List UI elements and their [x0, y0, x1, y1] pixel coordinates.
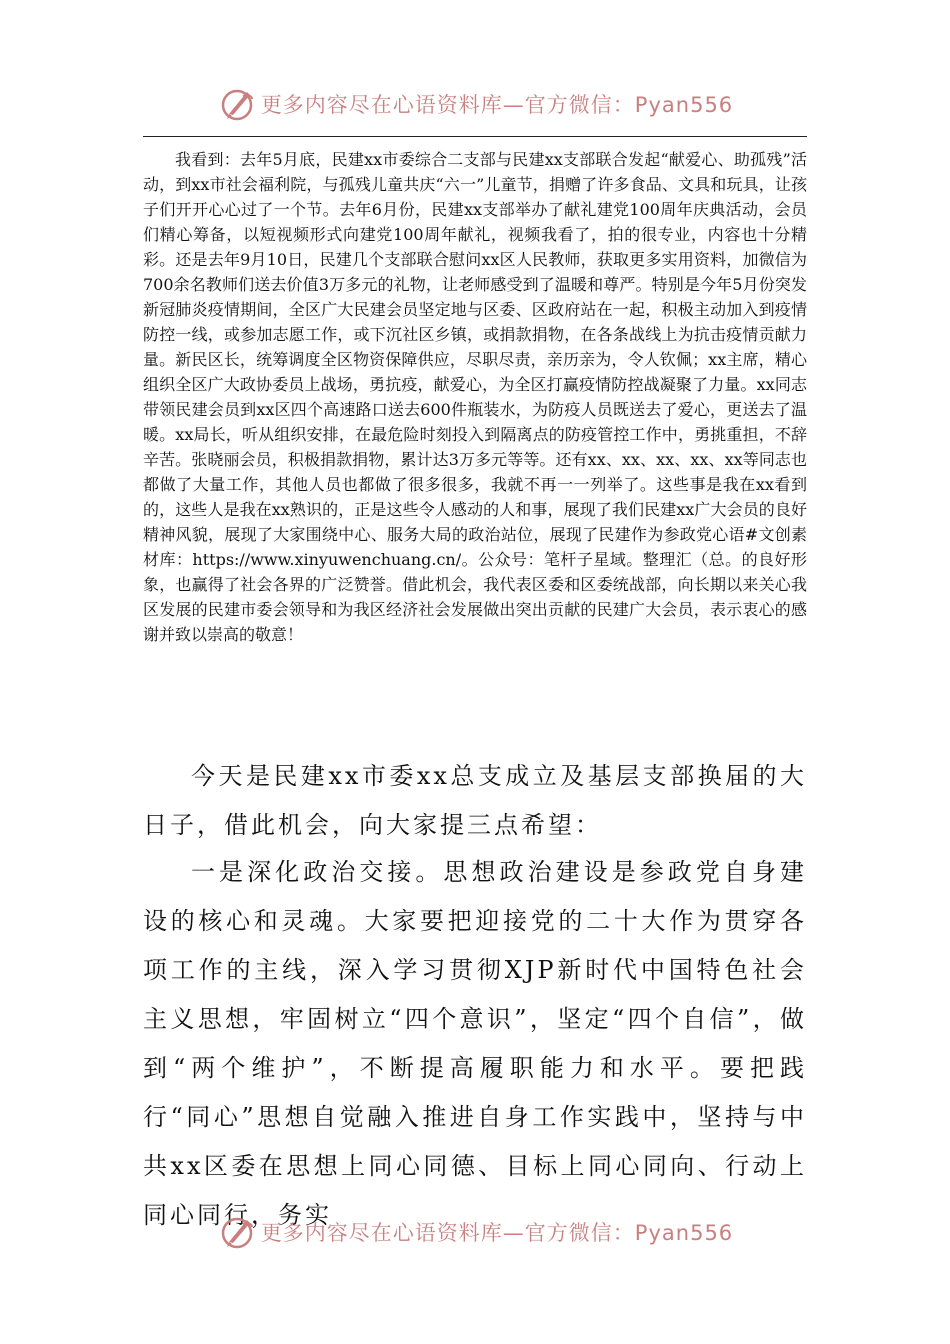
paragraph-2: 今天是民建xx市委xx总支成立及基层支部换届的大日子，借此机会，向大家提三点希望： — [143, 762, 807, 839]
quill-pen-logo-icon — [217, 1212, 257, 1252]
paragraph-3: 一是深化政治交接。思想政治建设是参政党自身建设的核心和灵魂。大家要把迎接党的二十大作为贯穿各项工作的主线，深入学习贯彻XJP新时代中国特色社会主义思想，牢固树立“四个意识”，坚定“四个自信”，做到“两个维护”，不断提高履职能力和水平。要把践行“同心”思想自觉融入推进自身工作实践中，坚持与中共xx区委在思想上同心同德、目标上同心同向、行动上同心同行，务实 — [143, 858, 807, 1229]
paragraph-1: 我看到：去年5月底，民建xx市委综合二支部与民建xx支部联合发起“献爱心、助孤残”活动，到xx市社会福利院，与孤残儿童共庆“六一”儿童节，捐赠了许多食品、文具和玩具，让孩子们开开心心过了一个节。去年6月份，民建xx支部举办了献礼建党100周年庆典活动，会员们精心筹备，以短视频形式向建党100周年献礼，视频我看了，拍的很专业，内容也十分精彩。还是去年9月10日，民建几个支部联合慰问xx区人民教师，获取更多实用资料，加微信为700余名教师们送去价值3万多元的礼物，让老师感受到了温暖和尊严。特别是今年5月份突发新冠肺炎疫情期间，全区广大民建会员坚定地与区委、区政府站在一起，积极主动加入到疫情防控一线，或参加志愿工作，或下沉社区乡镇，或捐款捐物，在各条战线上为抗击疫情贡献力量。新民区长，统筹调度全区物资保障供应，尽职尽责，亲历亲为，令人钦佩；xx主席，精心组织全区广大政协委员上战场，勇抗疫，献爱心，为全区打赢疫情防控战凝聚了力量。xx同志带领民建会员到xx区四个高速路口送去600件瓶装水，为防疫人员既送去了爱心，更送去了温暖。xx局长，听从组织安排，在最危险时刻投入到隔离点的防疫管控工作中，勇挑重担，不辞辛苦。张晓丽会员，积极捐款捐物，累计达3万多元等等。还有xx、xx、xx、xx、xx等同志也都做了大量工作，其他人员也都做了很多很多，我就不再一一列举了。这些事是我在xx看到的，这些人是我在xx熟识的，正是这些令人感动的人和事，展现了我们民建xx广大会员的良好精神风貌，展现了大家围绕中心、服务大局的政治站位，展现了民建作为参政党心语#文创素材库：https://www.xinyuwenchuang.cn/。公众号：笔杆子星域。整理汇（总。的良好形象，也赢得了社会各界的广泛赞誉。借此机会，我代表区委和区委统战部，向长期以来关心我区发展的民建市委会领导和为我区经济社会发展做出突出贡献的民建广大会员，表示衷心的感谢并致以崇高的敬意！ — [143, 150, 807, 644]
footer-banner — [0, 1212, 950, 1252]
header-banner — [0, 84, 950, 124]
quill-pen-logo-icon — [217, 84, 257, 124]
header-divider — [143, 136, 807, 137]
footer-banner-text: 更多内容尽在心语资料库—官方微信：Pyan556 — [260, 1221, 734, 1245]
header-banner-text: 更多内容尽在心语资料库—官方微信：Pyan556 — [260, 93, 734, 117]
